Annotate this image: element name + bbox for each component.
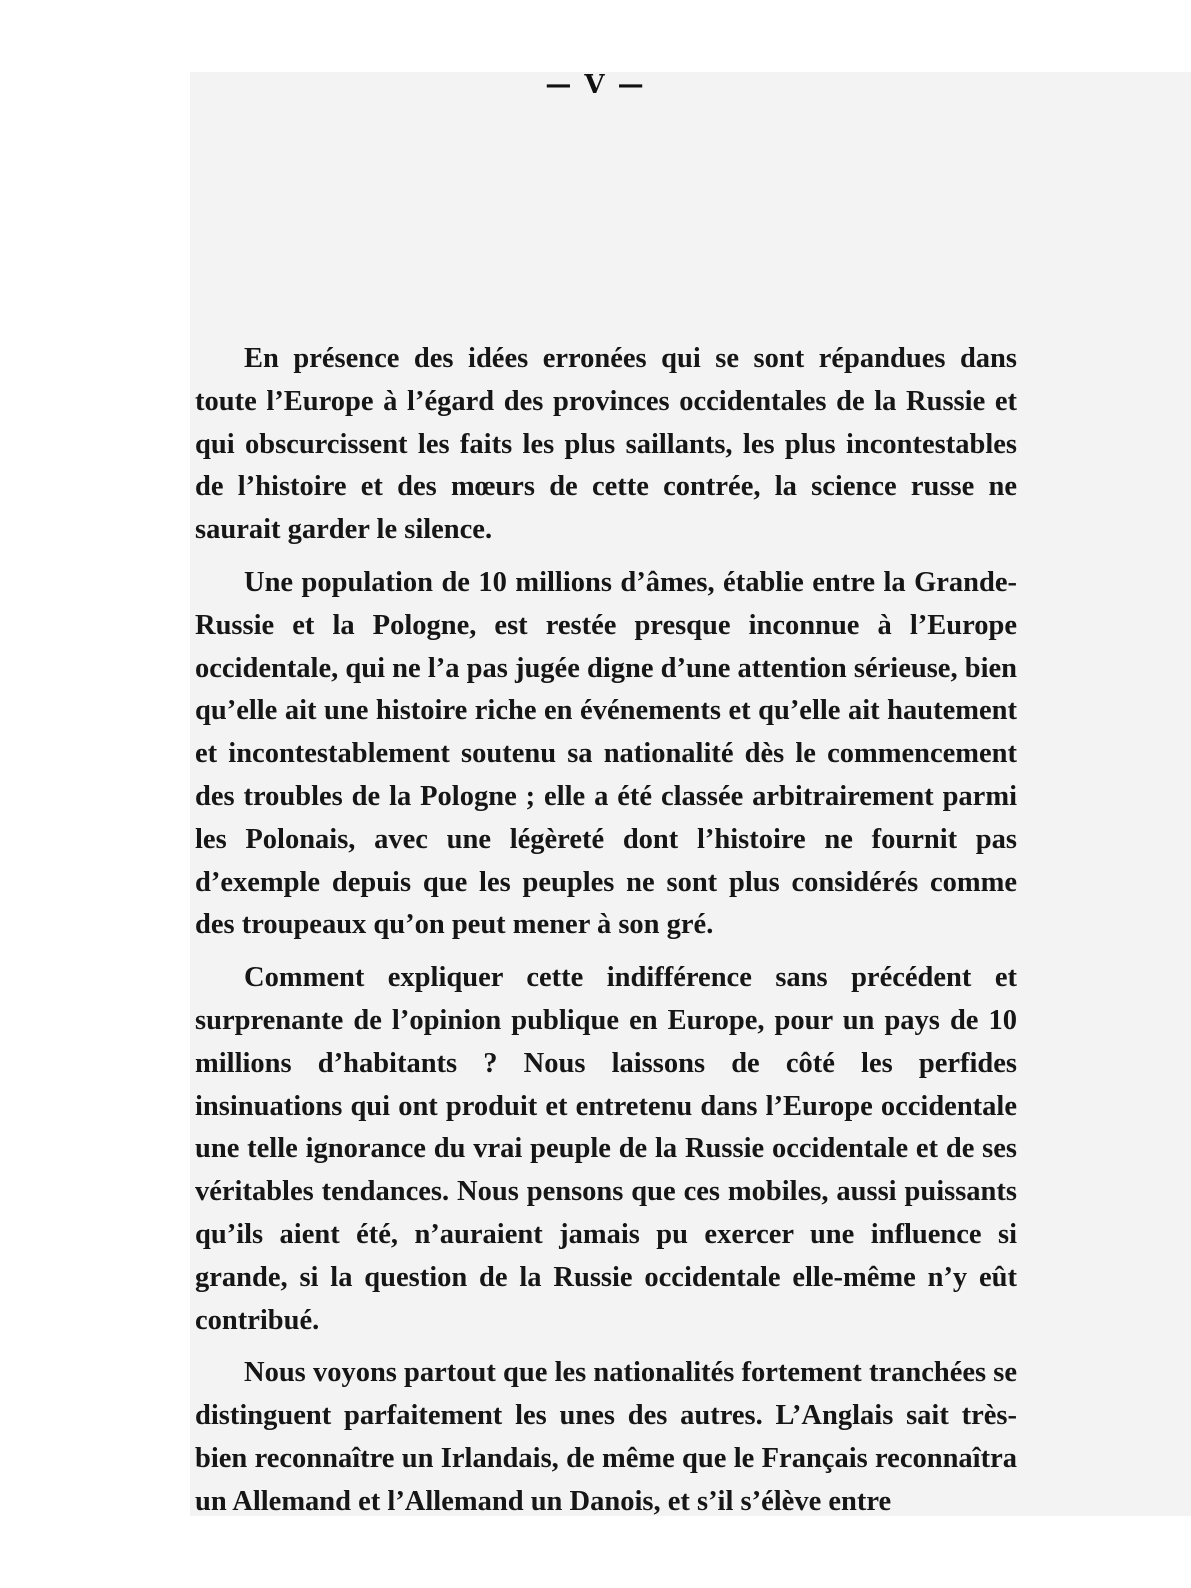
body-text xyxy=(195,338,1017,1524)
page-number: — V — xyxy=(545,70,646,100)
paragraph-4: Nous voyons partout que les nationalités fortement tranchées se distinguent parfaitement les unes des autres. L’Anglais sait très-bien reconnaître un Irlandais, de même que le Français reconnaîtra un Allemand et l’Allemand un Danois, et s’il s’élève entre xyxy=(195,1357,1017,1517)
paragraph-1: En présence des idées erronées qui se sont répandues dans toute l’Europe à l’égard des provinces occidentales de la Russie et qui obscurcissent les faits les plus saillants, les plus incontestables de l’histoire et des mœurs de cette contrée, la science russe ne saurait garder le silence. xyxy=(195,343,1017,546)
paragraph-2: Une population de 10 millions d’âmes, établie entre la Grande-Russie et la Pologne, est restée presque inconnue à l’Europe occidentale, qui ne l’a pas jugée digne d’une attention sérieuse, bien qu’elle ait une histoire riche en événements et qu’elle ait hautement et incontestablement soutenu sa nationalité dès le commencement des troubles de la Pologne ; elle a été classée arbitrairement parmi les Polonais, avec une légèreté dont l’histoire ne fournit pas d’exemple depuis que les peuples ne sont plus considérés comme des troupeaux qu’on peut mener à son gré. xyxy=(195,566,1017,941)
paragraph-3: Comment expliquer cette indifférence sans précédent et surprenante de l’opinion publique en Europe, pour un pays de 10 millions d’habitants ? Nous laissons de côté les perfides insinuations qui ont produit et entretenu dans l’Europe occidentale une telle ignorance du vrai peuple de la Russie occidentale et de ses véritables tendances. Nous pensons que ces mobiles, aussi puissants qu’ils aient été, n’auraient jamais pu exercer une influence si grande, si la question de la Russie occidentale elle-même n’y eût contribué. xyxy=(195,962,1017,1336)
